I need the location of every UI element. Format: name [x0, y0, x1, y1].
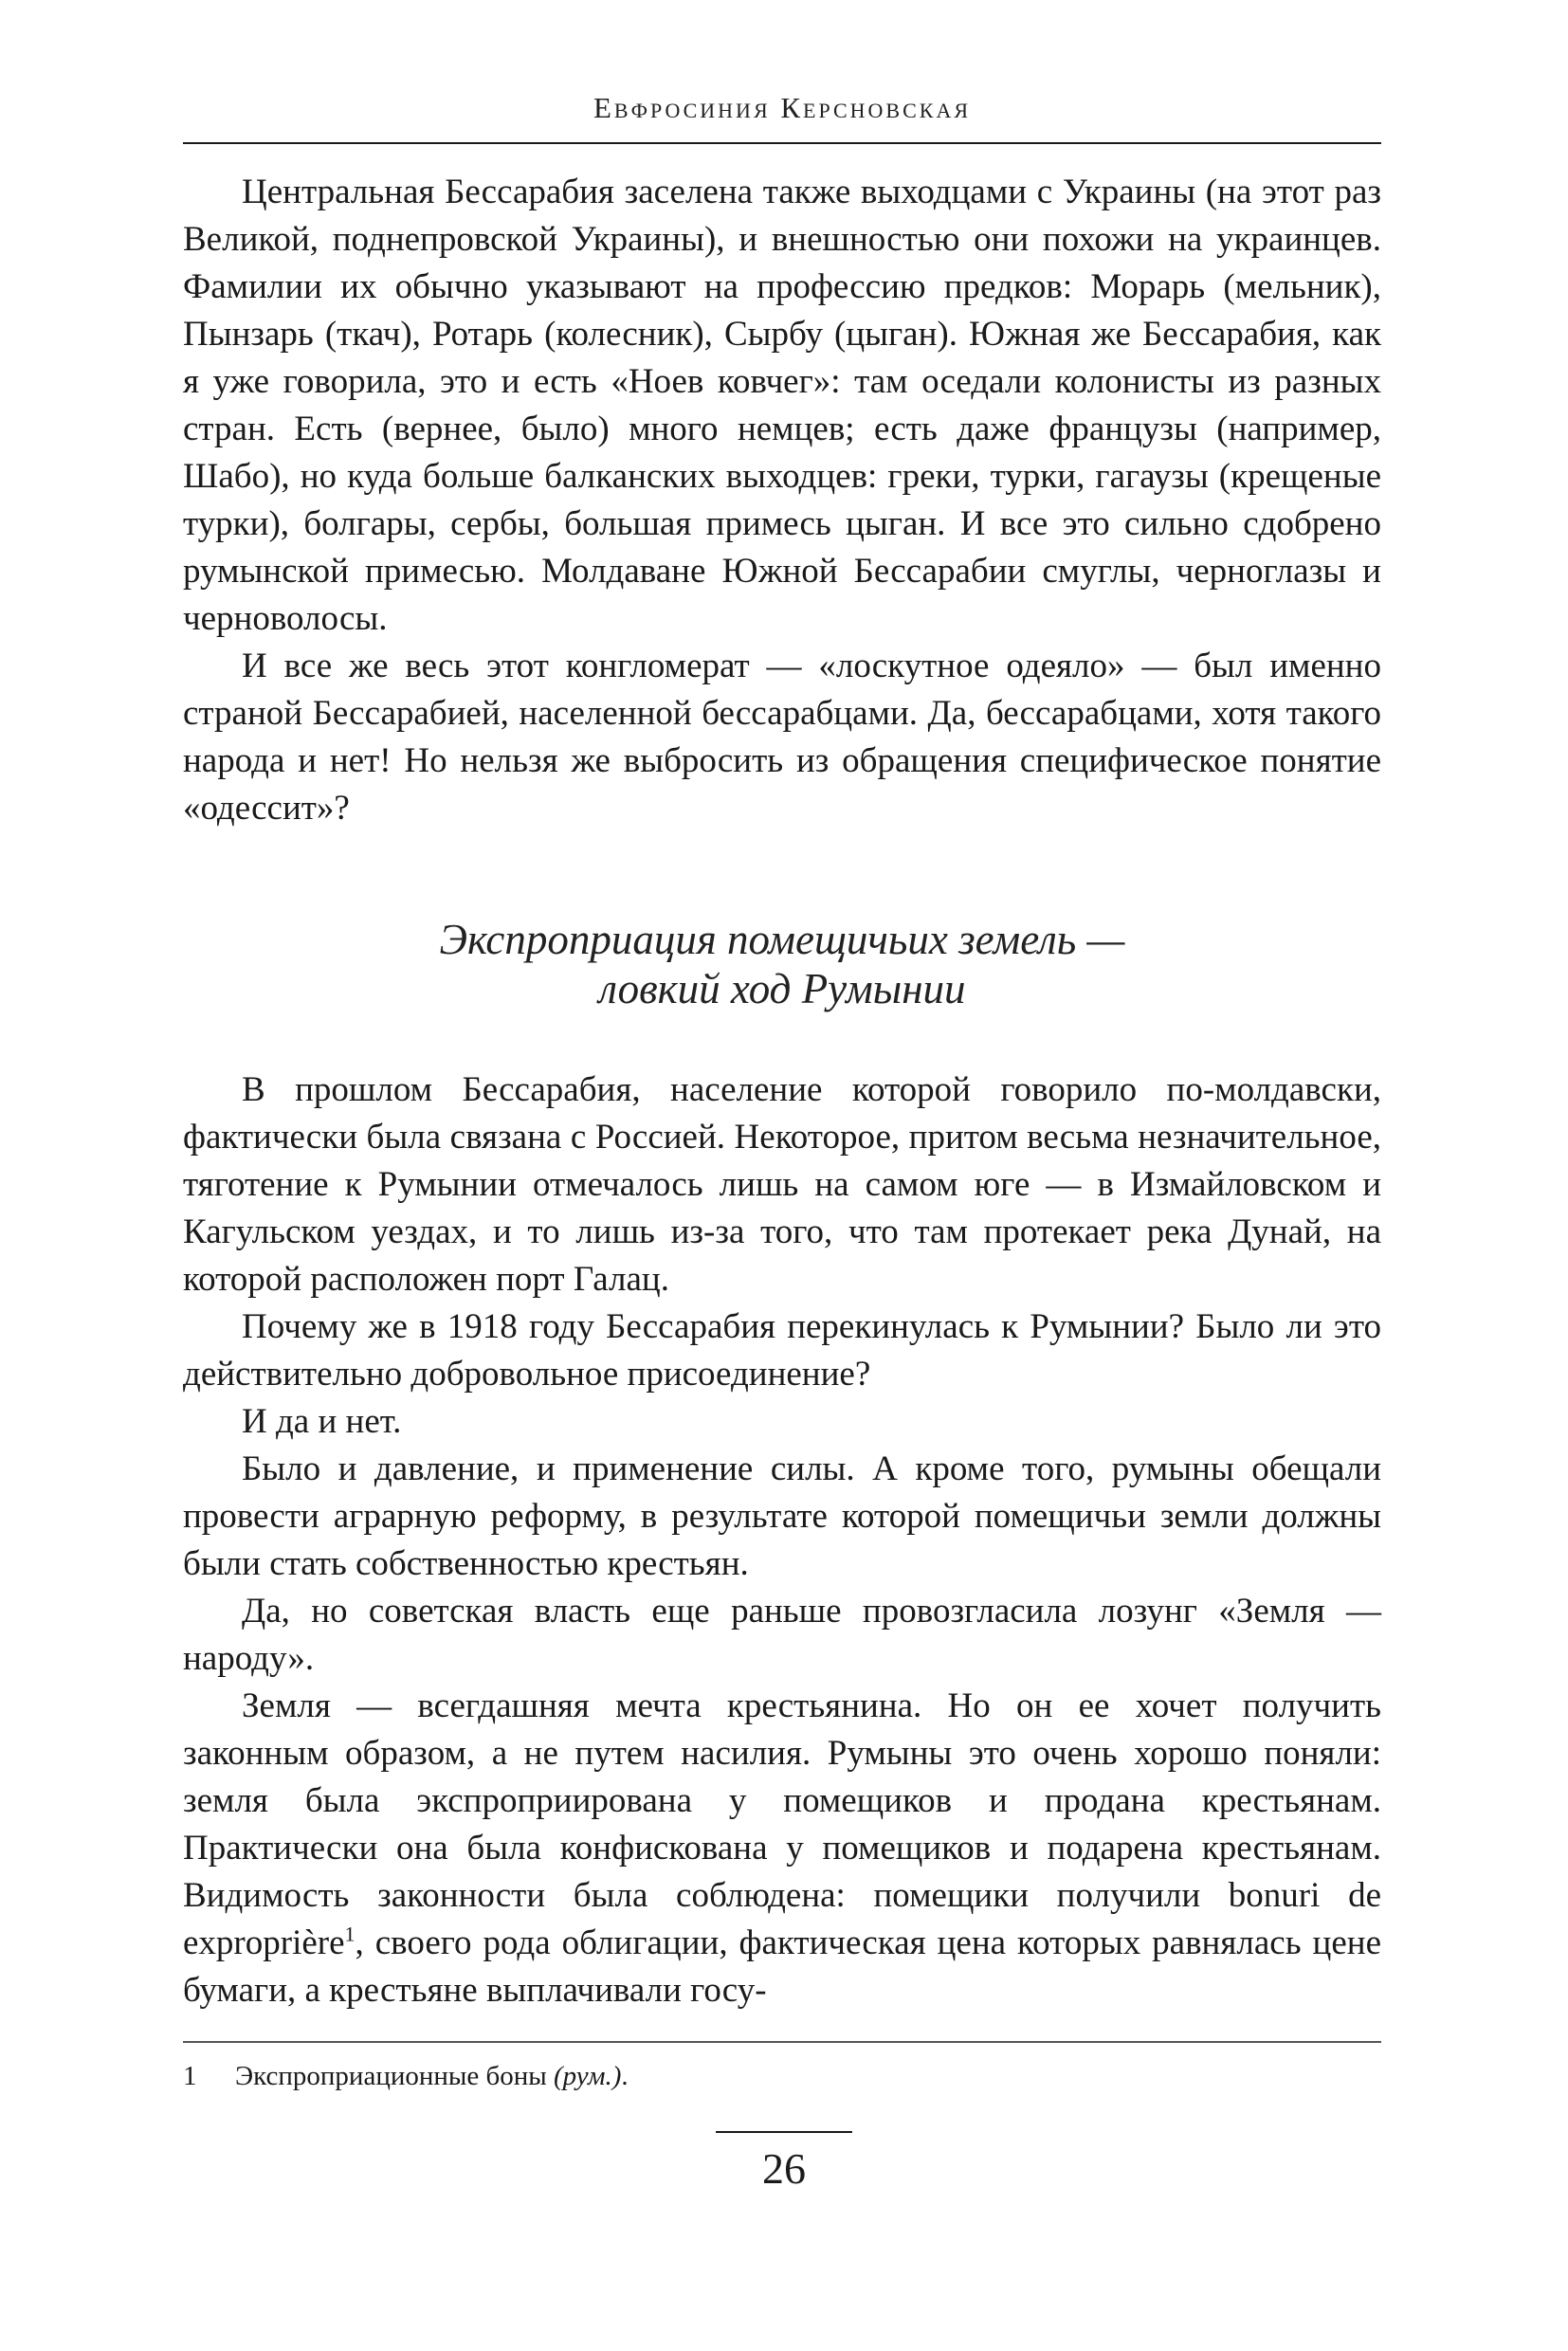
- body-text-bottom: [183, 1066, 1381, 2014]
- paragraph: И все же весь этот конгломерат — «лоскутное одеяло» — был именно страной Бессарабией, населенной бессарабцами. Да, бессарабцами, хотя такого народа и нет! Но нельзя же выбросить из обращения специфическое понятие «одессит»?: [183, 647, 1381, 828]
- footnote-text: Экспроприационные боны: [235, 2061, 555, 2091]
- paragraph: Центральная Бессарабия заселена также выходцами с Украины (на этот раз Великой, поднепровской Украины), и внешностью они похожи на украинцев. Фамилии их обычно указывают на профессию предков: Моpарь (мельник), Пынзарь (ткач), Ротарь (колесник), Сырбу (цыган). Южная же Бессарабия, как я уже говорила, это и есть «Ноев ковчег»: там оседали колонисты из разных стран. Есть (вернее, было) много немцев; есть даже французы (например, Шабо), но куда больше балканских выходцев: греки, турки, гагаузы (крещеные турки), болгары, сербы, большая примесь цыган. И все это сильно сдобрено румынской примесью. Молдаване Южной Бессарабии смуглы, черноглазы и черноволосы.: [183, 173, 1381, 638]
- paragraph: Да, но советская власть еще раньше провозгласила лозунг «Земля — народу».: [183, 1592, 1381, 1678]
- paragraph-text: Земля — всегдашняя мечта крестьянина. Но он ее хочет получить законным образом, а не путем насилия. Румыны это очень хорошо поняли: земля была экспроприирована у помещиков и продана крестьянам. Практически она была конфискована у помещиков и подарена крестьянам. Видимость законности была соблюдена: помещики получили bonuri de exproprière: [183, 1686, 1381, 1962]
- paragraph-text: , своего рода облигации, фактическая цена которых равнялась цене бумаги, а крестьяне выплачивали госу-: [183, 1923, 1381, 2010]
- section-heading-line: Экспроприация помещичьих земель —: [439, 916, 1125, 963]
- paragraph: И да и нет.: [242, 1402, 402, 1441]
- paragraph: Почему же в 1918 году Бессарабия перекинулась к Румынии? Было ли это действительно добровольное присоединение?: [183, 1307, 1381, 1394]
- header-rule: [183, 142, 1381, 144]
- page-number: 26: [762, 2144, 806, 2193]
- body-text-top: [183, 169, 1381, 832]
- section-heading: [183, 915, 1381, 1013]
- page-number-rule: [716, 2131, 852, 2133]
- footnote-reference[interactable]: 1: [344, 1922, 356, 1946]
- footnote-language-note: (рум.): [554, 2061, 622, 2091]
- running-head: Евфросиния Керсновская: [593, 91, 972, 124]
- footnote-end: .: [621, 2061, 629, 2091]
- paragraph: Было и давление, и применение силы. А кроме того, румыны обещали провести аграрную реформу, в результате которой помещичьи земли должны были стать собственностью крестьян.: [183, 1449, 1381, 1583]
- footnote: [183, 2057, 1381, 2095]
- section-heading-line: ловкий ход Румынии: [598, 965, 966, 1012]
- paragraph: [183, 1683, 1381, 2014]
- footnote-number: 1: [183, 2061, 197, 2091]
- paragraph: В прошлом Бессарабия, население которой говорило по-молдавски, фактически была связана с Россией. Некоторое, притом весьма незначительное, тяготение к Румынии отмечалось лишь на самом юге — в Измайловском и Кагульском уездах, и то лишь из-за того, что там протекает река Дунай, на которой расположен порт Галац.: [183, 1070, 1381, 1299]
- footnote-rule: [183, 2041, 1381, 2043]
